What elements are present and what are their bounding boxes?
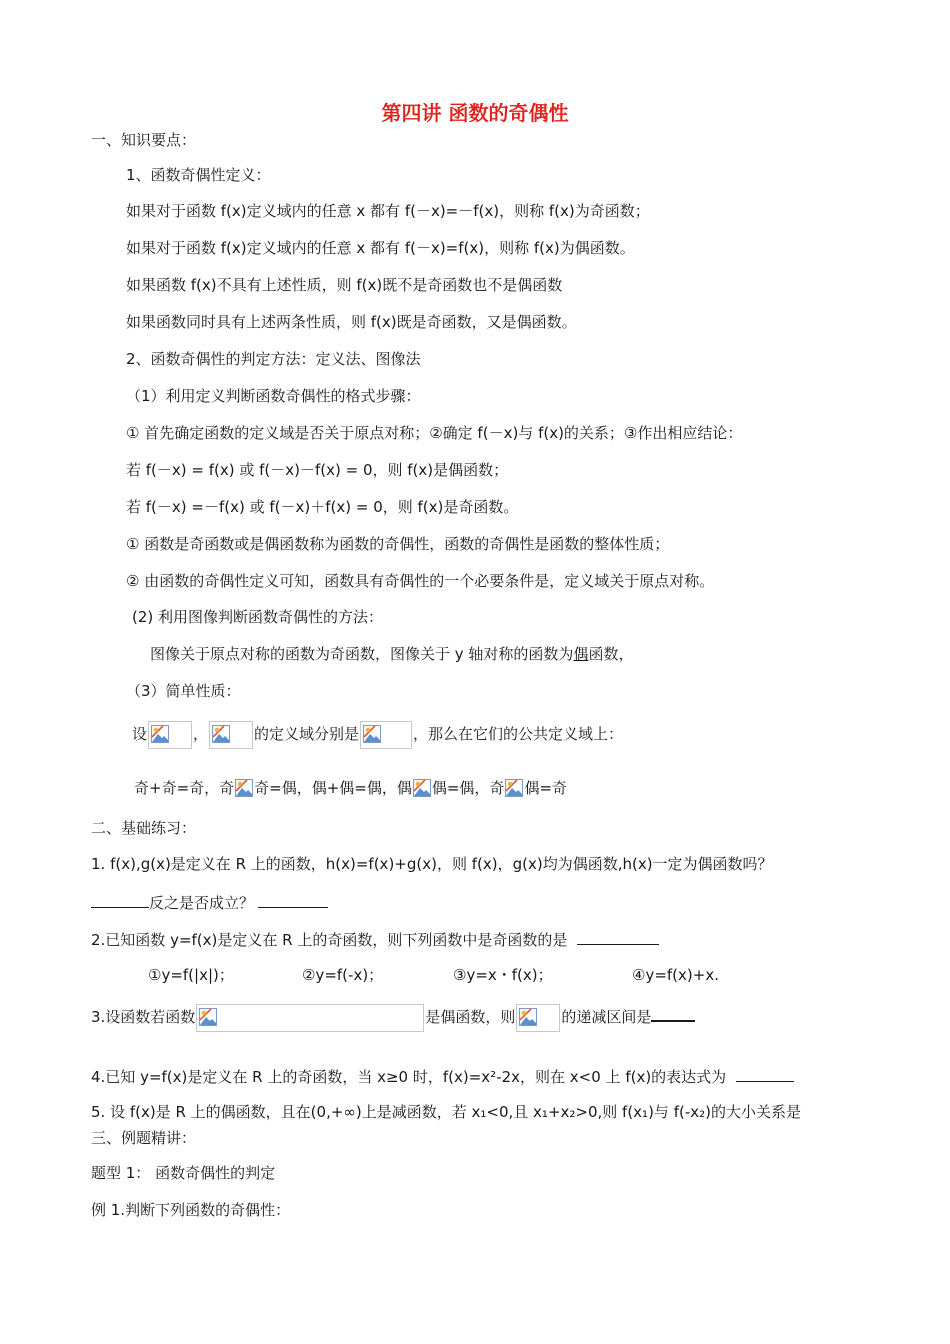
page-title: 第四讲 函数的奇偶性 bbox=[381, 101, 569, 125]
formula-image-function bbox=[516, 1004, 560, 1032]
q3-text-a: 3.设函数若函数 bbox=[91, 1008, 196, 1026]
broken-image-icon bbox=[235, 779, 253, 797]
properties-statement bbox=[132, 719, 623, 749]
props-text-d: ，那么在它们的公共定义域上： bbox=[413, 725, 624, 743]
q1-followup-text: 反之是否成立？ bbox=[149, 894, 255, 912]
q2-option-2: ②y=f(-x)； bbox=[302, 966, 384, 984]
parity-rules bbox=[134, 778, 567, 798]
definition-heading: 1、函数奇偶性定义： bbox=[126, 166, 271, 184]
broken-image-icon bbox=[212, 725, 230, 743]
graph-method-text-a: 图像关于原点对称的函数为奇函数，图像关于 y 轴对称的函数为 bbox=[150, 645, 574, 663]
answer-blank bbox=[736, 1065, 794, 1082]
broken-image-icon bbox=[519, 1008, 537, 1026]
formula-image-g bbox=[209, 721, 253, 749]
note-parity: ① 函数是奇函数或是偶函数称为函数的奇偶性，函数的奇偶性是函数的整体性质； bbox=[126, 535, 670, 553]
simple-properties-heading: （3）简单性质： bbox=[126, 682, 241, 700]
broken-image-icon bbox=[363, 725, 381, 743]
even-condition: 若 f(－x) = f(x) 或 f(－x)－f(x) = 0，则 f(x)是偶函数； bbox=[126, 461, 509, 479]
answer-blank bbox=[651, 1004, 695, 1022]
method-steps: ① 首先确定函数的定义域是否关于原点对称；②确定 f(－x)与 f(x)的关系；③作出相应结论： bbox=[126, 424, 743, 442]
rules-b: 奇=偶，偶+偶=偶，偶 bbox=[254, 779, 412, 797]
neither-definition: 如果函数 f(x)不具有上述性质，则 f(x)既不是奇函数也不是偶函数 bbox=[126, 276, 563, 294]
formula-image-f bbox=[148, 721, 192, 749]
formula-image-piecewise bbox=[196, 1004, 424, 1032]
question-4 bbox=[91, 1065, 794, 1087]
q2-option-3: ③y=x・f(x)； bbox=[453, 966, 553, 984]
judgment-method-heading: 2、函数奇偶性的判定方法：定义法、图像法 bbox=[126, 350, 421, 368]
question-3 bbox=[91, 1002, 695, 1032]
odd-function-definition: 如果对于函数 f(x)定义域内的任意 x 都有 f(－x)=－f(x)，则称 f(x)为奇函数； bbox=[126, 202, 650, 220]
answer-blank bbox=[91, 891, 149, 908]
section-heading-knowledge: 一、知识要点： bbox=[91, 131, 197, 149]
question-1: 1. f(x),g(x)是定义在 R 上的函数，h(x)=f(x)+g(x)，则 f(x)，g(x)均为偶函数,h(x)一定为偶函数吗？ bbox=[91, 855, 773, 873]
broken-image-icon bbox=[413, 779, 431, 797]
example-1: 例 1.判断下列函数的奇偶性： bbox=[91, 1201, 291, 1219]
definition-method-heading: （1）利用定义判断函数奇偶性的格式步骤： bbox=[126, 387, 421, 405]
even-function-definition: 如果对于函数 f(x)定义域内的任意 x 都有 f(－x)=f(x)，则称 f(x)为偶函数。 bbox=[126, 239, 635, 257]
q4-text: 4.已知 y=f(x)是定义在 R 上的奇函数，当 x≥0 时，f(x)=x²-2x，则在 x<0 上 f(x)的表达式为 bbox=[91, 1068, 727, 1086]
graph-method-text-b: 偶 bbox=[573, 645, 589, 663]
rules-c: 偶=偶，奇 bbox=[431, 779, 505, 797]
section-heading-examples: 三、例题精讲： bbox=[91, 1129, 197, 1147]
section-heading-practice: 二、基础练习： bbox=[91, 819, 197, 837]
answer-blank bbox=[577, 928, 659, 945]
rules-a: 奇+奇=奇，奇 bbox=[134, 779, 235, 797]
broken-image-icon bbox=[505, 779, 523, 797]
graph-method-text-c: 函数， bbox=[588, 645, 634, 663]
props-text-b: ， bbox=[193, 725, 209, 743]
odd-condition: 若 f(－x) =－f(x) 或 f(－x)＋f(x) = 0，则 f(x)是奇函数。 bbox=[126, 498, 519, 516]
rules-d: 偶=奇 bbox=[524, 779, 568, 797]
both-definition: 如果函数同时具有上述两条性质，则 f(x)既是奇函数，又是偶函数。 bbox=[126, 313, 577, 331]
q2-option-1: ①y=f(|x|)； bbox=[148, 966, 234, 984]
answer-blank bbox=[258, 891, 328, 908]
props-text-a: 设 bbox=[132, 725, 148, 743]
graph-method-heading: (2) 利用图像判断函数奇偶性的方法： bbox=[132, 608, 384, 626]
q3-text-b: 是偶函数，则 bbox=[425, 1008, 516, 1026]
broken-image-icon bbox=[199, 1008, 217, 1026]
question-5: 5. 设 f(x)是 R 上的偶函数，且在(0,+∞)上是减函数，若 x₁<0,且 x₁+x₂>0,则 f(x₁)与 f(-x₂)的大小关系是 bbox=[91, 1103, 801, 1121]
q3-text-c: 的递减区间是 bbox=[561, 1008, 652, 1026]
question-1-followup bbox=[91, 891, 328, 913]
q2-text: 2.已知函数 y=f(x)是定义在 R 上的奇函数，则下列函数中是奇函数的是 bbox=[91, 931, 568, 949]
topic-1-heading: 题型 1： 函数奇偶性的判定 bbox=[91, 1164, 276, 1182]
props-text-c: 的定义域分别是 bbox=[254, 725, 360, 743]
formula-image-domains bbox=[360, 721, 412, 749]
question-2 bbox=[91, 928, 659, 950]
graph-method-text bbox=[150, 644, 633, 664]
note-domain-symmetry: ② 由函数的奇偶性定义可知，函数具有奇偶性的一个必要条件是，定义域关于原点对称。 bbox=[126, 572, 715, 590]
broken-image-icon bbox=[151, 725, 169, 743]
q2-option-4: ④y=f(x)+x. bbox=[632, 966, 719, 984]
